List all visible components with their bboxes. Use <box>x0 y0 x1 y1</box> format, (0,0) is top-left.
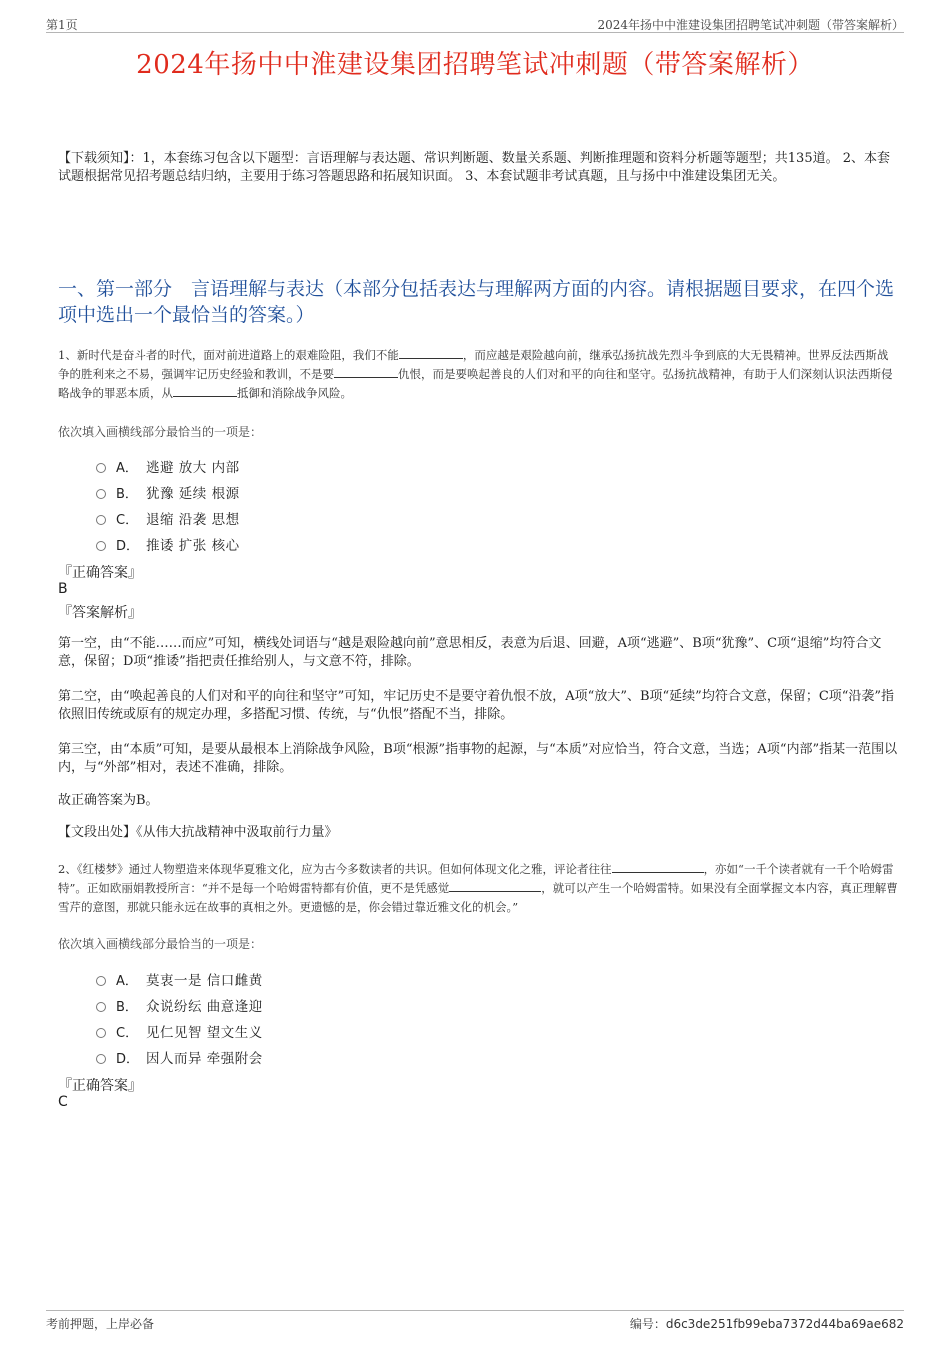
radio-icon[interactable] <box>96 1054 106 1064</box>
radio-icon[interactable] <box>96 515 106 525</box>
correct-answer: C <box>58 1094 68 1110</box>
radio-icon[interactable] <box>96 463 106 473</box>
question-2-part-2: ，亦如“一千个读者就有一千个哈姆雷特”。正如欧丽娟教授所言：“并不是每一个哈姆雷特都有价值，更不是凭感觉 <box>58 862 894 895</box>
page-footer <box>46 1310 904 1335</box>
question-2-part-1: 2、《红楼梦》通过人物塑造来体现华夏雅文化，应为古今多数读者的共识。但如何体现文化之雅，评论者往往 <box>58 862 612 876</box>
option-c[interactable]: C． 退缩 沿袭 思想 <box>96 505 240 531</box>
page-header <box>46 14 904 33</box>
question-2-part-3: ，就可以产生一个哈姆雷特。如果没有全面掌握文本内容，真正理解曹雪芹的意图，那就只能永远在故事的真相之外。更遗憾的是，你会错过靠近雅文化的机会。” <box>58 881 898 914</box>
analysis-paragraph: 第二空，由“唤起善良的人们对和平的向往和坚守”可知，牢记历史不是要守着仇恨不放，A项“放大”、B项“延续”均符合文意，保留；C项“沿袭”指依照旧传统或原有的规定办理，多搭配习惯、传统，与“仇恨”搭配不当，排除。 <box>58 689 895 722</box>
document-code: 编号：d6c3de251fb99eba7372d44ba69ae682 <box>629 1317 904 1331</box>
blank-1 <box>612 860 704 873</box>
radio-icon[interactable] <box>96 976 106 986</box>
question-1-options <box>96 453 240 557</box>
option-d[interactable]: D． 推诿 扩张 核心 <box>96 531 240 557</box>
footer-slogan: 考前押题，上岸必备 <box>46 1317 155 1331</box>
question-1-text <box>58 346 898 403</box>
option-b[interactable]: B． 众说纷纭 曲意逢迎 <box>96 992 263 1018</box>
option-d[interactable]: D． 因人而异 牵强附会 <box>96 1044 263 1070</box>
option-b[interactable]: B． 犹豫 延续 根源 <box>96 479 240 505</box>
page-number: 第1页 <box>46 18 78 32</box>
correct-answer: B <box>58 581 68 597</box>
header-doc-title: 2024年扬中中淮建设集团招聘笔试冲刺题（带答案解析） <box>597 18 904 32</box>
radio-icon[interactable] <box>96 489 106 499</box>
source-citation: 【文段出处】《从伟大抗战精神中汲取前行力量》 <box>58 825 338 840</box>
question-1-part-2: ，而应越是艰险越向前，继承弘扬抗战先烈斗争到底的大无畏精神。世界反法西斯战争的胜利来之不易，强调牢记历史经验和教训，不是要 <box>58 348 889 381</box>
section-title: 一、第一部分 言语理解与表达（本部分包括表达与理解两方面的内容。请根据题目要求，在四个选项中选出一个最恰当的答案。） <box>58 278 895 326</box>
question-1-part-3: 仇恨，而是要唤起善良的人们对和平的向往和坚守。弘扬抗战精神，有助于人们深刻认识法西斯侵略战争的罪恶本质，从 <box>58 367 893 400</box>
analysis-label: 『答案解析』 <box>58 605 142 621</box>
question-2-prompt: 依次填入画横线部分最恰当的一项是： <box>58 937 263 951</box>
blank-3 <box>173 384 237 397</box>
question-1-part-4: 抵御和消除战争风险。 <box>237 386 352 400</box>
download-notice: 【下载须知】：1，本套练习包含以下题型：言语理解与表达题、常识判断题、数量关系题、判断推理题和资料分析题等题型；共135道。 2、本套试题根据常见招考题总结归纳，主要用于练习答题思路和拓展知识面。 3、本套试题非考试真题，且与扬中中淮建设集团无关。 <box>58 151 890 184</box>
question-1-part-1: 1、新时代是奋斗者的时代，面对前进道路上的艰难险阻，我们不能 <box>58 348 399 362</box>
question-2-text <box>58 860 898 917</box>
radio-icon[interactable] <box>96 541 106 551</box>
radio-icon[interactable] <box>96 1028 106 1038</box>
blank-1 <box>399 346 463 359</box>
option-c[interactable]: C． 见仁见智 望文生义 <box>96 1018 263 1044</box>
analysis-conclusion: 故正确答案为B。 <box>58 793 159 808</box>
blank-2 <box>449 879 541 892</box>
question-2-options <box>96 966 263 1070</box>
answer-label: 『正确答案』 <box>58 565 142 581</box>
question-1-prompt: 依次填入画横线部分最恰当的一项是： <box>58 425 263 439</box>
document-title: 2024年扬中中淮建设集团招聘笔试冲刺题（带答案解析） <box>136 50 814 80</box>
blank-2 <box>334 365 398 378</box>
analysis-paragraph: 第一空，由“不能……而应”可知，横线处词语与“越是艰险越向前”意思相反，表意为后退、回避，A项“逃避”、B项“犹豫”、C项“退缩”均符合文意，保留；D项“推诿”指把责任推给别人，与文意不符，排除。 <box>58 636 882 669</box>
analysis-paragraph: 第三空，由“本质”可知，是要从最根本上消除战争风险，B项“根源”指事物的起源，与“本质”对应恰当，符合文意，当选；A项“内部”指某一范围以内，与“外部”相对，表述不准确，排除。 <box>58 742 898 775</box>
option-a[interactable]: A． 逃避 放大 内部 <box>96 453 240 479</box>
radio-icon[interactable] <box>96 1002 106 1012</box>
option-a[interactable]: A． 莫衷一是 信口雌黄 <box>96 966 263 992</box>
answer-label: 『正确答案』 <box>58 1078 142 1094</box>
